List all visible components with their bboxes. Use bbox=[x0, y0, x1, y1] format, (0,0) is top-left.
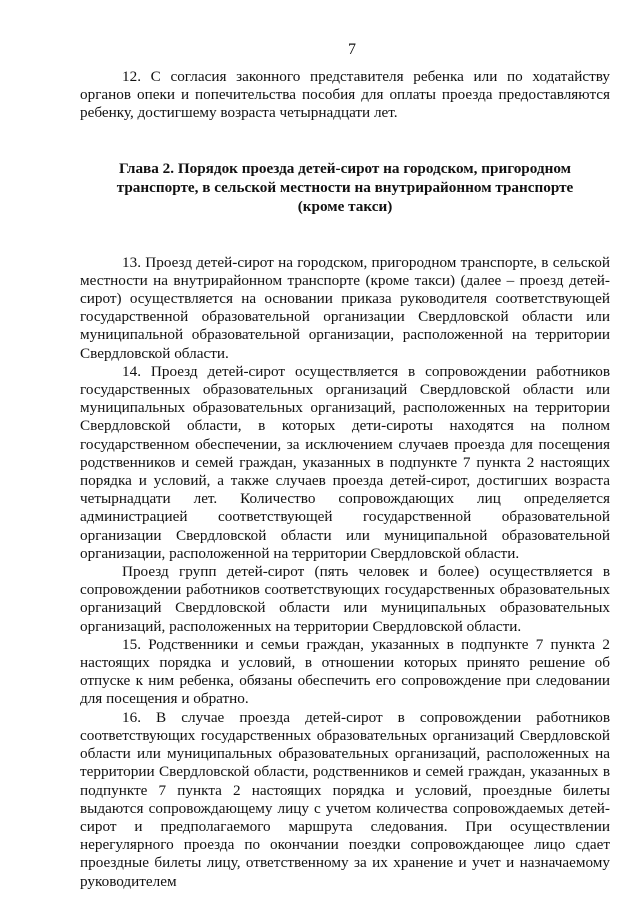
paragraph-14-groups: Проезд групп детей-сирот (пять человек и более) осуществляется в сопровождении работников соответствующих государственных образовательных организаций Свердловской области или муниципальных образовательных организаций, расположенных на территории Свердловской области. bbox=[80, 563, 610, 635]
paragraph-13: 13. Проезд детей-сирот на городском, пригородном транспорте, в сельской местности на внутрирайонном транспорте (кроме такси) (далее – проезд детей-сирот) осуществляется на основании приказа руководителя соответствующей государственной образовательной организации Свердловской области или муниципальной образовательной организации, расположенной на территории Свердловской области. bbox=[80, 253, 610, 362]
paragraph-16: 16. В случае проезда детей-сирот в сопровождении работников соответствующих государственных образовательных организаций Свердловской области или муниципальных образовательных организаций, расположенных на территории Свердловской области, родственников и семей граждан, указанных в подпункте 7 пункта 2 настоящих порядка и условий, проездные билеты выдаются сопровождающему лицу с учетом количества сопровождаемых детей-сирот и предполагаемого маршрута следования. При осуществлении нерегулярного проезда по окончании поездки сопровождающее лицо сдает проездные билеты лицу, ответственному за их хранение и учет и назначаемому руководителем bbox=[80, 708, 610, 890]
paragraph-12: 12. С согласия законного представителя ребенка или по ходатайству органов опеки и попечительства пособия для оплаты проезда предоставляются ребенку, достигшему возраста четырнадцати лет. bbox=[80, 68, 610, 122]
chapter-title: Глава 2. Порядок проезда детей-сирот на городском, пригородном транспорте, в сельской местности на внутрирайонном транспорте (кроме такси) bbox=[116, 159, 574, 215]
document-page bbox=[80, 40, 610, 891]
paragraph-15: 15. Родственники и семьи граждан, указанных в подпункте 7 пункта 2 настоящих порядка и условий, в отношении которых принято решение об отпуске к ним ребенка, обязаны обеспечить его сопровождение при следовании для посещения и обратно. bbox=[80, 635, 610, 708]
paragraph-14: 14. Проезд детей-сирот осуществляется в сопровождении работников государственных образовательных организаций Свердловской области или муниципальных образовательных организаций, расположенных на территории Свердловской области, в которых дети-сироты находятся на полном государственном обеспечении, за исключением случаев проезда для посещения родственников и семей граждан, указанных в подпункте 7 пункта 2 настоящих порядка и условий, а также случаев проезда детей-сирот, достигших возраста четырнадцати лет. Количество сопровождающих лиц определяется администрацией соответствующей государственной образовательной организации Свердловской области или муниципальной образовательной организации, расположенной на территории Свердловской области. bbox=[80, 362, 610, 562]
page-number: 7 bbox=[348, 41, 356, 58]
